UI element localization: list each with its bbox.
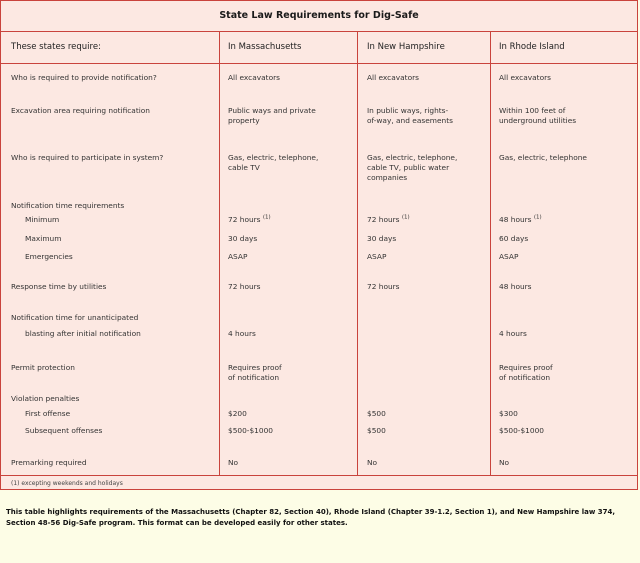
row-question: Permit protection [11,363,75,372]
cell-massachusetts: Public ways and private property [228,106,316,125]
row-question: Premarking required [11,458,87,467]
header-massachusetts: In Massachusetts [228,42,302,52]
row-question: Notification time requirements [11,201,125,210]
column-divider [490,31,491,475]
cell-massachusetts: All excavators [228,73,280,82]
cell-rhode-island: Gas, electric, telephone [499,153,587,162]
cell-new-hampshire: $500 [367,409,386,418]
cell-rhode-island: $300 [499,409,518,418]
cell-rhode-island: All excavators [499,73,551,82]
header-question: These states require: [11,42,101,52]
cell-rhode-island: Requires proof of notification [499,363,553,382]
row-sub-blasting: blasting after initial notification [25,329,141,338]
cell-rhode-island: ASAP [499,252,519,261]
cell-massachusetts: Requires proof of notification [228,363,282,382]
row-question: Violation penalties [11,394,80,403]
row-sub-subsequent-offenses: Subsequent offenses [25,426,103,435]
row-sub-first-offense: First offense [25,409,71,418]
table-title: State Law Requirements for Dig-Safe [1,1,637,32]
cell-new-hampshire: No [367,458,378,467]
header-new-hampshire: In New Hampshire [367,42,445,52]
cell-massachusetts: 4 hours [228,329,256,338]
footnote-ref: (1) [533,214,542,221]
cell-new-hampshire: $500 [367,426,386,435]
cell-rhode-island: 60 days [499,234,529,243]
table-bottom-rule [1,475,637,476]
row-question: Response time by utilities [11,282,107,291]
cell-massachusetts: $200 [228,409,247,418]
cell-new-hampshire: 72 hours [367,282,400,291]
cell-new-hampshire: 30 days [367,234,397,243]
cell-rhode-island: 48 hours [499,282,532,291]
table-footnote: (1) excepting weekends and holidays [11,480,123,487]
cell-new-hampshire: Gas, electric, telephone, cable TV, public water companies [367,153,458,182]
table-header-row [1,31,637,64]
cell-new-hampshire: ASAP [367,252,387,261]
header-rhode-island: In Rhode Island [499,42,565,52]
row-sub-emergencies: Emergencies [25,252,73,261]
cell-rhode-island: $500-$1000 [499,426,544,435]
cell-new-hampshire: In public ways, rights- of-way, and easements [367,106,453,125]
row-question: Who is required to participate in system? [11,153,164,162]
cell-massachusetts: 72 hours $^{(1)}$ [228,214,271,224]
cell-massachusetts: 30 days [228,234,258,243]
cell-new-hampshire: 72 hours $^{(1)}$ [367,214,410,224]
cell-rhode-island: Within 100 feet of underground utilities [499,106,577,125]
row-question: Who is required to provide notification? [11,73,157,82]
cell-massachusetts: Gas, electric, telephone, cable TV [228,153,319,172]
cell-rhode-island: 4 hours [499,329,527,338]
footnote-ref: (1) [401,214,410,221]
row-sub-minimum: Minimum [25,215,60,224]
row-sub-maximum: Maximum [25,234,62,243]
column-divider [219,31,220,475]
cell-massachusetts: 72 hours [228,282,261,291]
cell-massachusetts: $500-$1000 [228,426,273,435]
cell-new-hampshire: All excavators [367,73,419,82]
footnote-ref: (1) [262,214,271,221]
cell-massachusetts: No [228,458,239,467]
cell-massachusetts: ASAP [228,252,248,261]
cell-rhode-island: 48 hours $^{(1)}$ [499,214,542,224]
row-question: Excavation area requiring notification [11,106,150,115]
row-question: Notification time for unanticipated [11,313,139,322]
cell-rhode-island: No [499,458,510,467]
table-caption: This table highlights requirements of the Massachusetts (Chapter 82, Section 40), Rhode Island (Chapter 39-1.2, Section 1), and New Hampshire law 374, Section 48-56 Dig-Safe program. This format can be developed easily for other states. [6,508,616,527]
column-divider [357,31,358,475]
